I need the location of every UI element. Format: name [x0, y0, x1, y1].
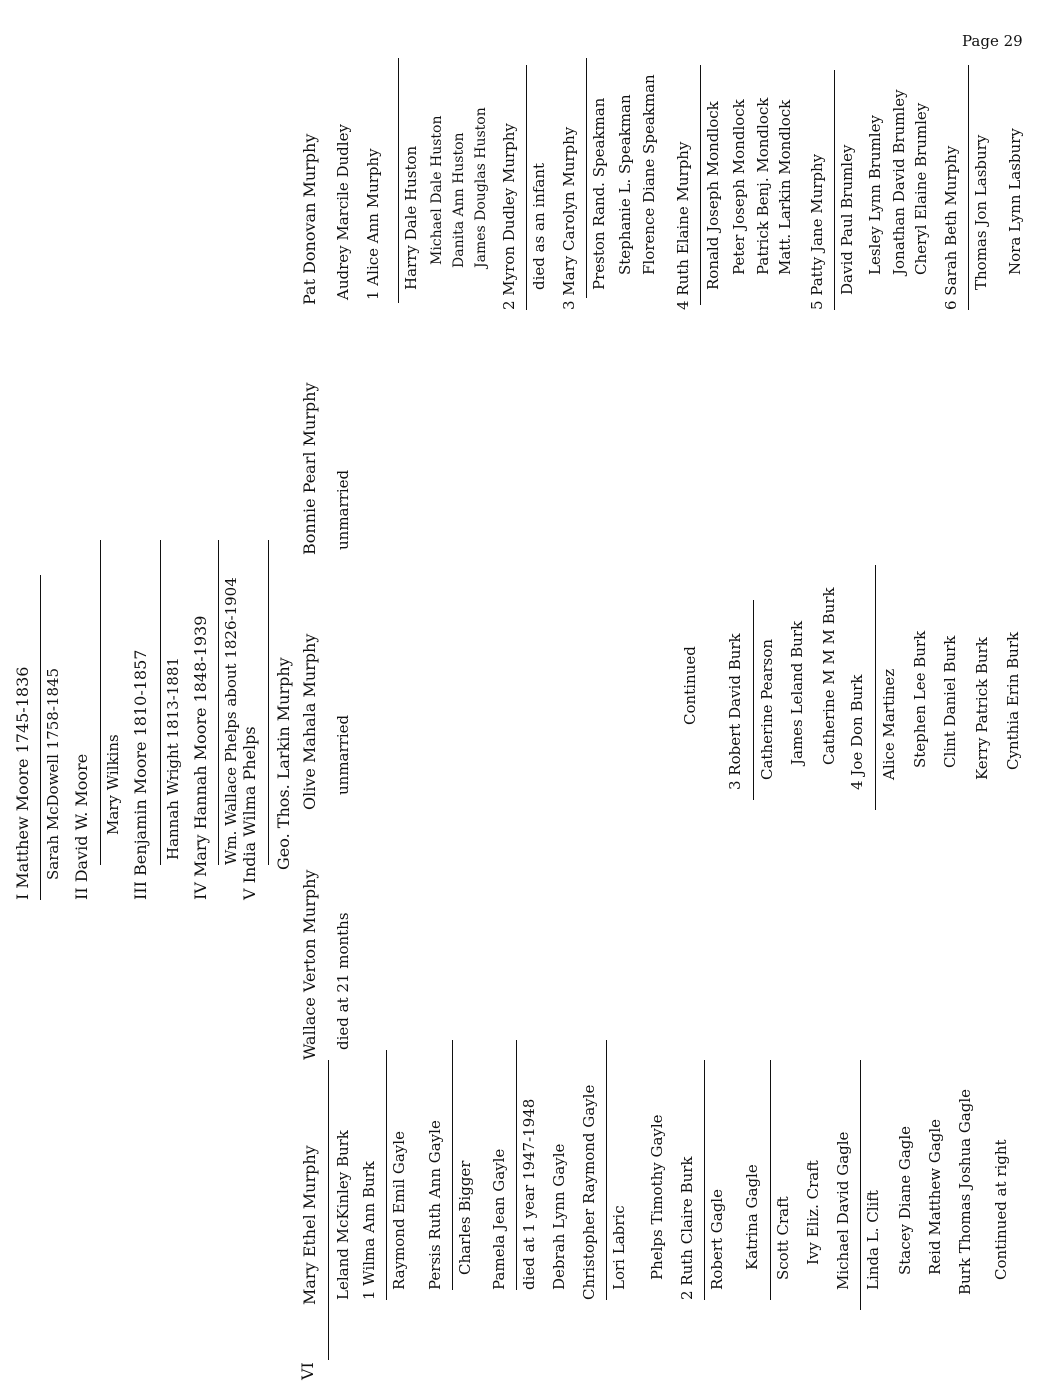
spouse-rule — [860, 1060, 861, 1310]
list-item: Cynthia Erin Burk — [1004, 631, 1022, 770]
list-item: Michael Dale Huston — [429, 115, 445, 265]
list-item: Stacey Diane Gagle — [896, 1125, 914, 1275]
list-item: Ivy Eliz. Craft — [804, 1160, 822, 1265]
list-item: James Douglas Huston — [473, 107, 489, 268]
list-item: Leland McKinley Burk — [334, 1130, 352, 1300]
list-item: Alice Martinez — [880, 668, 898, 780]
spouse-rule — [834, 70, 835, 310]
ancestor-mary-hannah-moore: IV Mary Hannah Moore 1848-1939 — [191, 615, 210, 900]
list-item: Debrah Lynn Gayle — [550, 1143, 568, 1290]
spouse-rule — [516, 1040, 517, 1290]
list-item: Ronald Joseph Mondlock — [704, 101, 722, 290]
ancestor-matthew-moore: I Matthew Moore 1745-1836 — [13, 666, 32, 900]
spouse-rule — [40, 575, 41, 900]
spouse-rule — [268, 540, 269, 865]
spouse-rule — [452, 1040, 453, 1290]
list-item: 1 Wilma Ann Burk — [360, 1161, 378, 1300]
child-mary-ethel-murphy: Mary Ethel Murphy — [300, 1145, 319, 1305]
list-item: Lesley Lynn Brumley — [866, 115, 884, 275]
continued-heading: Continued — [681, 646, 699, 725]
spouse-rule — [586, 58, 587, 298]
list-item: 4 Ruth Elaine Murphy — [674, 141, 692, 310]
note-olive: unmarried — [334, 714, 352, 795]
ancestor-hannah-wright: Hannah Wright 1813-1881 — [164, 657, 182, 860]
ancestor-benjamin-moore: III Benjamin Moore 1810-1857 — [131, 649, 150, 900]
list-item: Kerry Patrick Burk — [973, 637, 991, 780]
list-item: David Paul Brumley — [838, 144, 856, 295]
list-item: Charles Bigger — [456, 1160, 474, 1275]
list-item: Scott Craft — [774, 1196, 792, 1280]
child-bonnie-pearl-murphy: Bonnie Pearl Murphy — [300, 382, 319, 555]
spouse-rule — [328, 1060, 329, 1360]
spouse-rule — [753, 600, 754, 800]
list-item: Catherine Pearson — [758, 638, 776, 780]
list-item: Linda L. Clift — [864, 1190, 882, 1290]
spouse-rule — [700, 65, 701, 305]
list-item: Stephanie L. Speakman — [616, 94, 634, 275]
list-item: Harry Dale Huston — [402, 145, 420, 290]
list-item: died at 1 year 1947-1948 — [520, 1098, 538, 1290]
list-item: 3 Robert David Burk — [726, 633, 744, 790]
list-item: Thomas Jon Lasbury — [972, 134, 990, 290]
list-item: Robert Gagle — [708, 1189, 726, 1290]
list-item: Danita Ann Huston — [451, 132, 467, 268]
ancestor-wallace-phelps: Wm. Wallace Phelps about 1826-1904 — [222, 577, 240, 865]
list-item: 4 Joe Don Burk — [848, 674, 866, 790]
list-item: Raymond Emil Gayle — [390, 1131, 408, 1290]
spouse-rule — [606, 1040, 607, 1300]
page-number: Page 29 — [962, 32, 1023, 50]
ancestor-david-moore: II David W. Moore — [72, 753, 91, 900]
spouse-rule — [160, 540, 161, 865]
spouse-rule — [704, 1060, 705, 1300]
list-item: Burk Thomas Joshua Gagle — [956, 1088, 974, 1295]
list-item: Phelps Timothy Gayle — [648, 1114, 666, 1280]
note-bonnie: unmarried — [334, 469, 352, 550]
list-item: Christopher Raymond Gayle — [580, 1084, 598, 1300]
list-item: Pamela Jean Gayle — [490, 1148, 508, 1290]
list-item: Florence Diane Speakman — [640, 74, 658, 275]
list-item: 3 Mary Carolyn Murphy — [560, 126, 578, 310]
list-item: Catherine M M M Burk — [820, 587, 838, 765]
child-wallace-verton-murphy: Wallace Verton Murphy — [300, 869, 319, 1060]
list-item: Matt. Larkin Mondlock — [776, 99, 794, 275]
list-item: Preston Rand. Speakman — [590, 97, 608, 290]
list-item: 5 Patty Jane Murphy — [808, 153, 826, 310]
list-item: Patrick Benj. Mondlock — [754, 97, 772, 275]
list-item: Cheryl Elaine Brumley — [912, 102, 930, 275]
list-item: Audrey Marcile Dudley — [334, 124, 352, 300]
list-item: Michael David Gagle — [834, 1131, 852, 1290]
list-item: Peter Joseph Mondlock — [730, 99, 748, 275]
spouse-rule — [218, 540, 219, 865]
ancestor-sarah-mcdowell: Sarah McDowell 1758-1845 — [44, 667, 62, 880]
spouse-rule — [100, 540, 101, 865]
list-item: died as an infant — [530, 162, 548, 290]
ancestor-india-wilma-phelps: V India Wilma Phelps — [240, 726, 259, 900]
spouse-rule — [526, 65, 527, 310]
note-wallace: died at 21 months — [334, 912, 352, 1050]
list-item: 2 Ruth Claire Burk — [678, 1156, 696, 1300]
list-item: Persis Ruth Ann Gayle — [426, 1120, 444, 1290]
list-item: Katrina Gagle — [743, 1164, 761, 1270]
list-item: Stephen Lee Burk — [911, 630, 929, 768]
child-pat-donovan-murphy: Pat Donovan Murphy — [300, 133, 319, 305]
spouse-rule — [398, 58, 399, 303]
list-item: Reid Matthew Gagle — [926, 1118, 944, 1275]
list-item: Lori Labric — [610, 1205, 628, 1290]
list-item: Nora Lynn Lasbury — [1006, 128, 1024, 275]
continued-at-right-note: Continued at right — [992, 1139, 1010, 1280]
list-item: 6 Sarah Beth Murphy — [942, 145, 960, 310]
ancestor-geo-larkin-murphy: Geo. Thos. Larkin Murphy — [274, 657, 293, 870]
list-item: Clint Daniel Burk — [941, 635, 959, 768]
spouse-rule — [968, 65, 969, 310]
spouse-rule — [770, 1060, 771, 1300]
ancestor-mary-wilkins: Mary Wilkins — [104, 734, 122, 835]
list-item: Jonathan David Brumley — [890, 89, 908, 275]
list-item: 2 Myron Dudley Murphy — [500, 123, 518, 310]
child-olive-mahala-murphy: Olive Mahala Murphy — [300, 633, 319, 810]
list-item: 1 Alice Ann Murphy — [364, 148, 382, 300]
generation-marker: VI — [298, 1362, 317, 1380]
spouse-rule — [386, 1050, 387, 1300]
spouse-rule — [875, 565, 876, 810]
list-item: James Leland Burk — [788, 620, 806, 765]
